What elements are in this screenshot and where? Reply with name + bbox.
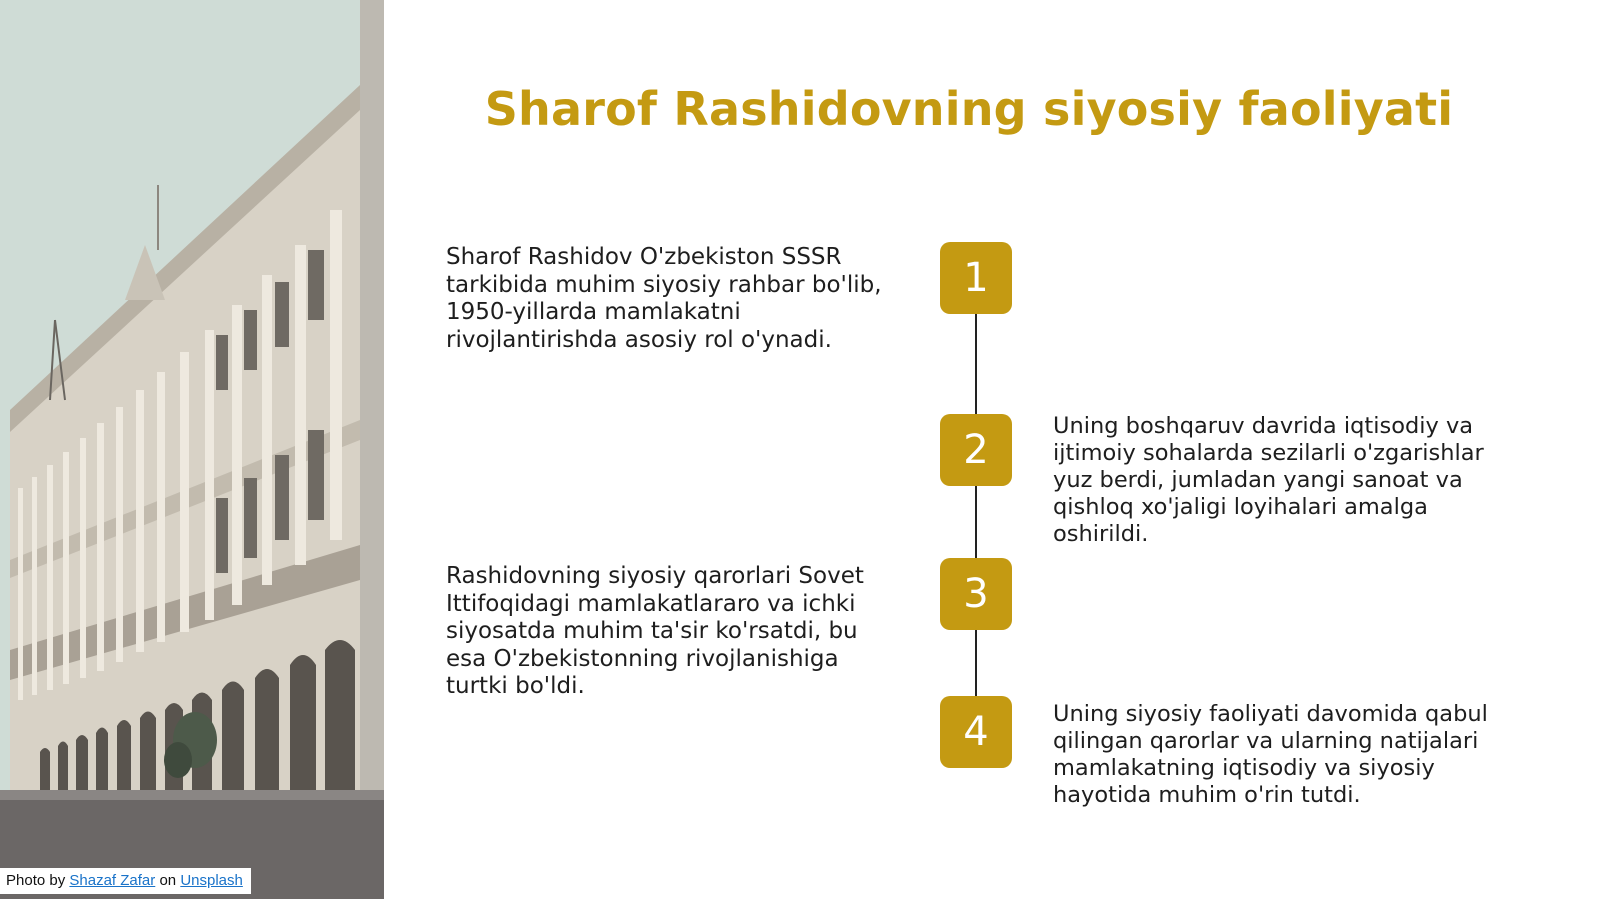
- building-illustration: [0, 0, 384, 899]
- credit-author-link[interactable]: Shazaf Zafar: [69, 872, 156, 889]
- step-badge-4: 4: [940, 696, 1012, 768]
- step-badge-1: 1: [940, 242, 1012, 314]
- timeline-connector: [975, 314, 977, 414]
- timeline-connector: [975, 630, 977, 696]
- credit-site-link[interactable]: Unsplash: [180, 872, 243, 889]
- building-photo: [0, 0, 384, 899]
- step-badge-2: 2: [940, 414, 1012, 486]
- photo-credit: [0, 868, 251, 894]
- page-title: Sharof Rashidovning siyosiy faoliyati: [484, 82, 1454, 136]
- step-badge-3: 3: [940, 558, 1012, 630]
- step-text-2: Uning boshqaruv davrida iqtisodiy va ijtimoiy sohalarda sezilarli o'zgarishlar yuz berdi, jumladan yangi sanoat va qishloq xo'jaligi loyihalari amalga oshirildi.: [1053, 413, 1484, 547]
- timeline-connector: [975, 486, 977, 558]
- step-text-3: Rashidovning siyosiy qarorlari Sovet Ittifoqidagi mamlakatlararo va ichki siyosatda muhim ta'sir ko'rsatdi, bu esa O'zbekistonning rivojlanishiga turtki bo'ldi.: [446, 563, 864, 699]
- step-text-1: Sharof Rashidov O'zbekiston SSSR tarkibida muhim siyosiy rahbar bo'lib, 1950-yillarda mamlakatni rivojlantirishda asosiy rol o'ynadi.: [446, 244, 882, 353]
- credit-middle: on: [159, 872, 177, 889]
- credit-prefix: Photo by: [6, 872, 66, 889]
- step-text-4: Uning siyosiy faoliyati davomida qabul qilingan qarorlar va ularning natijalari mamlakatning iqtisodiy va siyosiy hayotida muhim o'rin tutdi.: [1053, 701, 1488, 808]
